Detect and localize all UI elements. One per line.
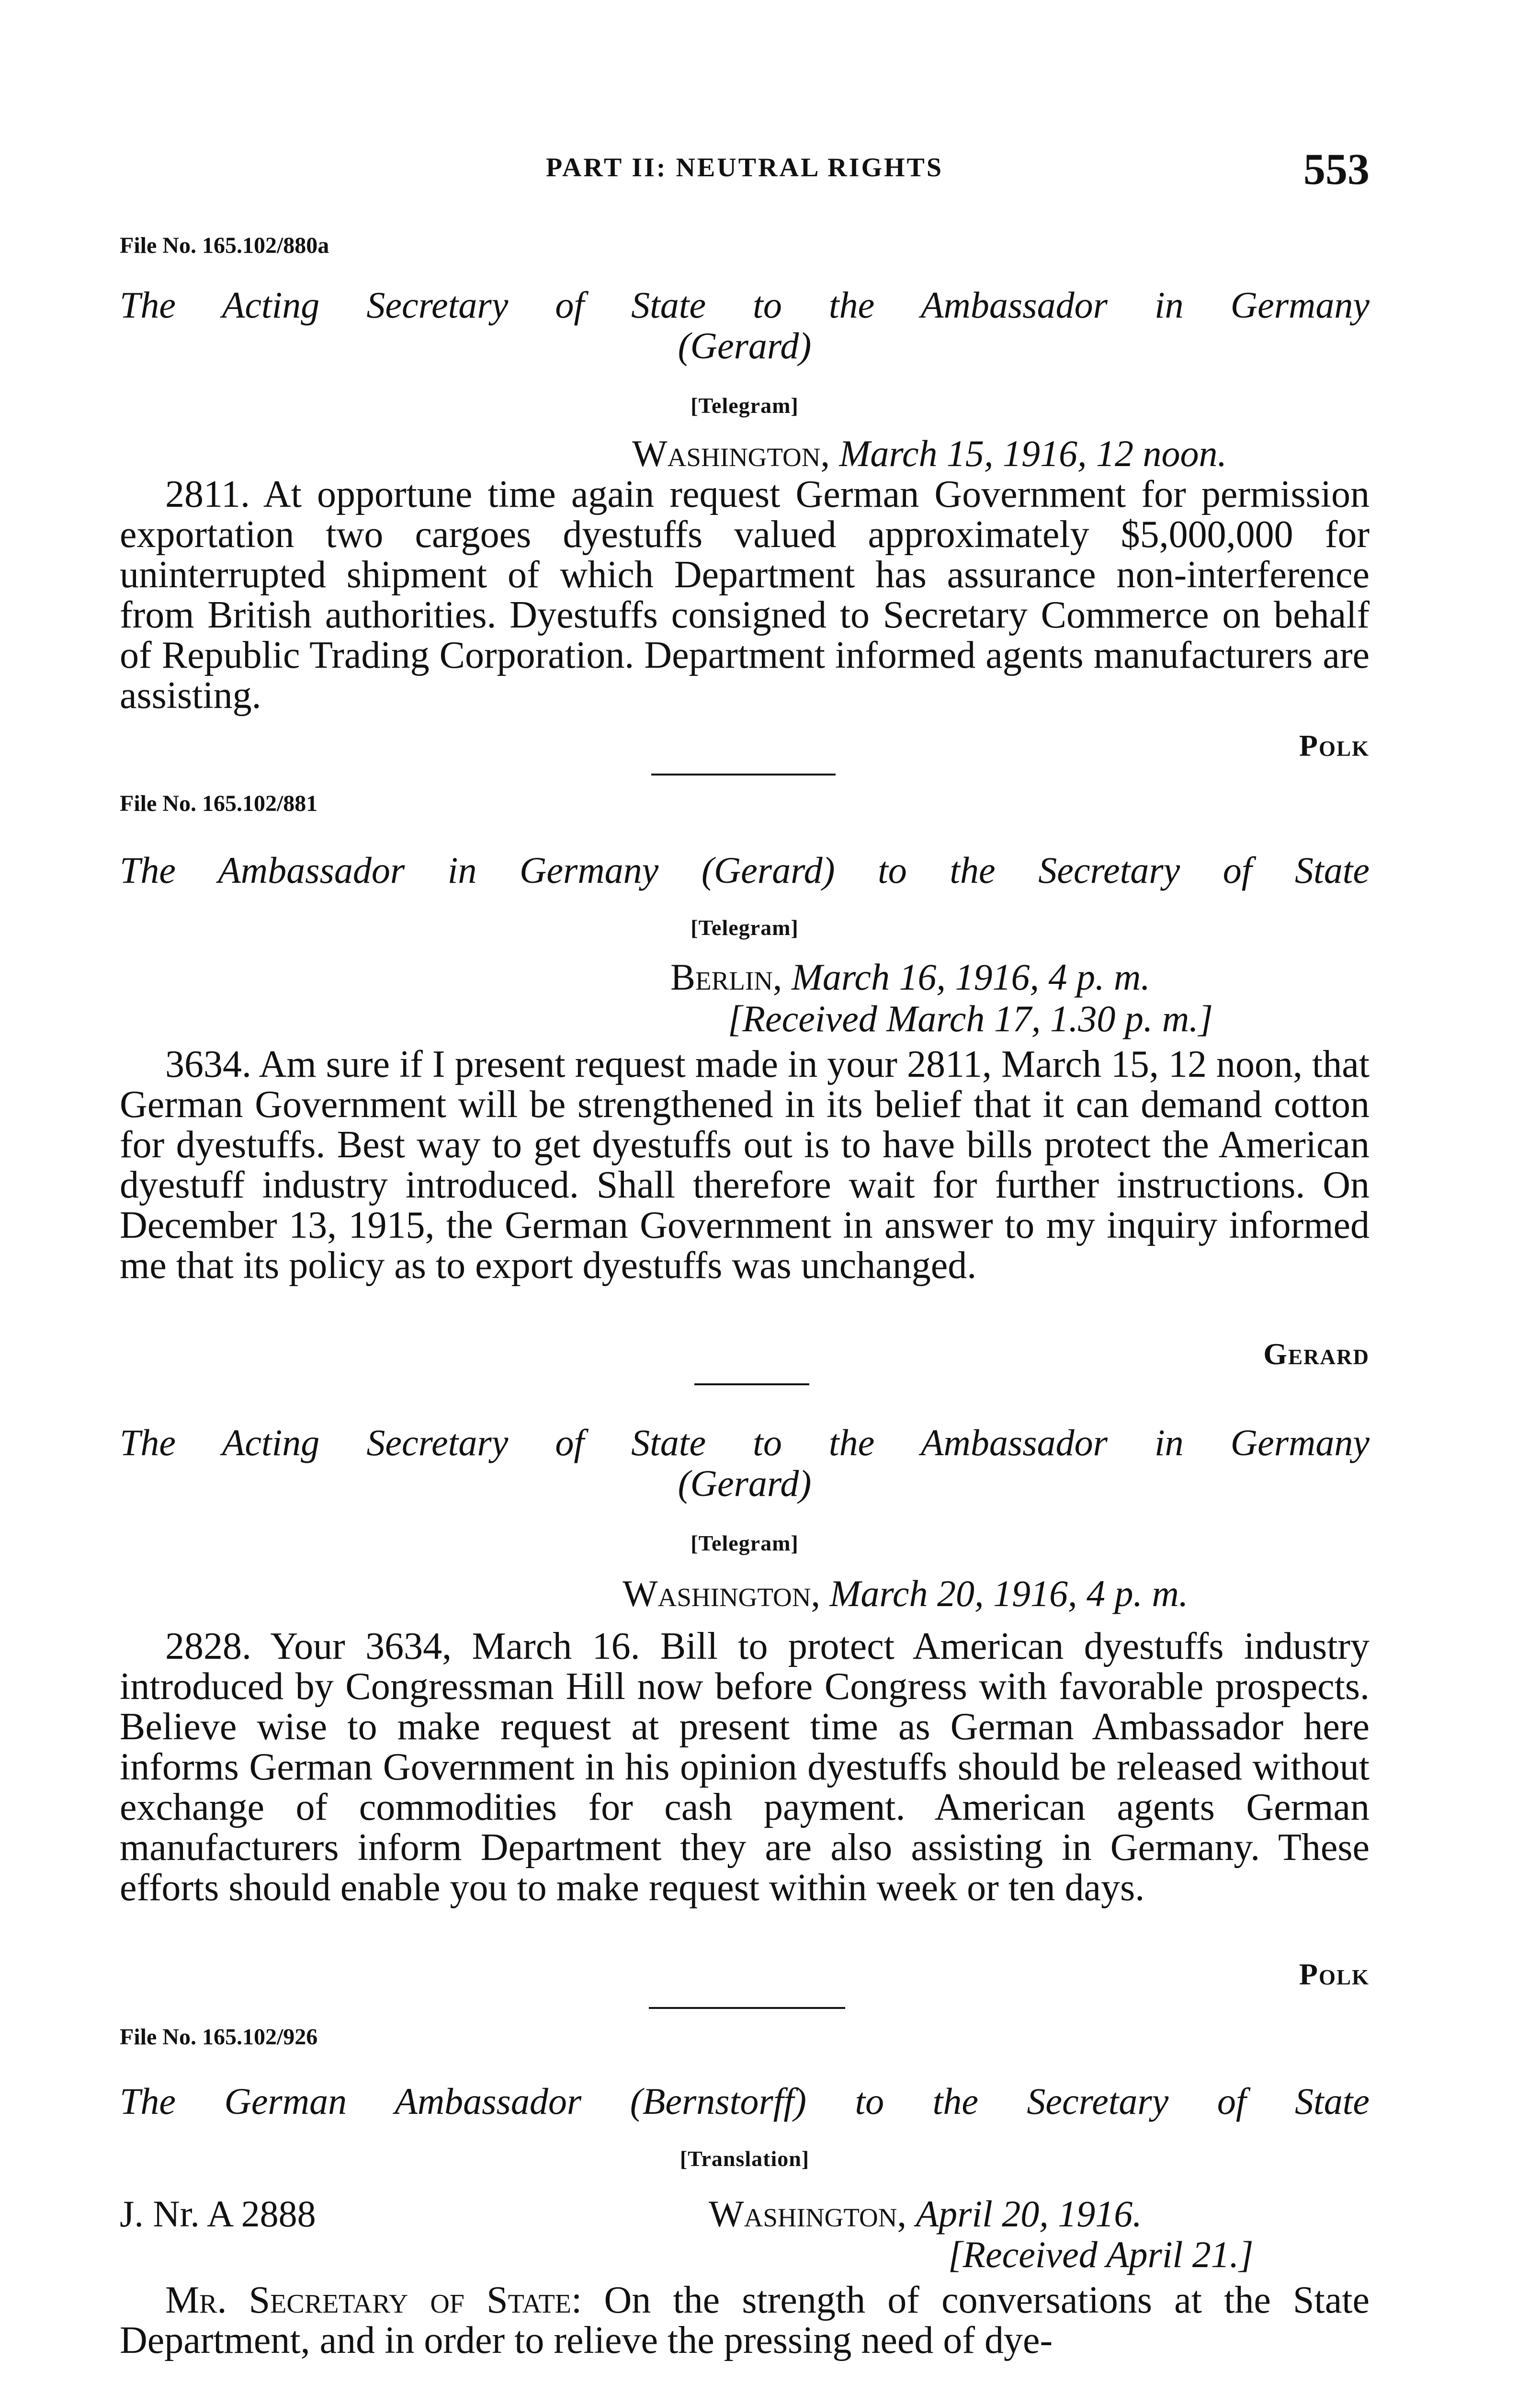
doc4-file-number: File No. 165.102/926 [120, 2024, 318, 2050]
doc1-body: 2811. At opportune time again request German Government for permission exportation two cargoes dyestuffs valued approximately $5,000,000 for uninterrupted shipment of which Department has assurance non-interference from British authorities. Dyestuffs consigned to Secretary Commerce on behalf of Republic Trading Corporation. Department informed agents manufacturers are assisting. [120, 473, 1370, 717]
doc2-heading: The Ambassador in Germany (Gerard) to the Secretary of State [120, 849, 1370, 891]
doc2-body: 3634. Am sure if I present request made in your 2811, March 15, 12 noon, that German Government will be strengthened in its belief that it can demand cotton for dyestuffs. Best way to get dyestuffs out is to have bills protect the American dyestuff industry introduced. Shall therefore wait for further instructions. On December 13, 1915, the German Government in answer to my inquiry informed me that its policy as to export dyestuffs was unchanged. [120, 1043, 1370, 1287]
doc4-heading: The German Ambassador (Bernstorff) to the Secretary of State [120, 2080, 1370, 2122]
doc4-body [120, 2280, 1370, 2361]
doc1-dateline [120, 433, 1370, 474]
doc4-received: [Received April 21.] [948, 2234, 1254, 2275]
doc1-date: March 15, 1916, 12 noon. [839, 433, 1227, 474]
doc2-signature: Gerard [1263, 1337, 1370, 1371]
doc3-date: March 20, 1916, 4 p. m. [829, 1573, 1189, 1614]
doc3-place: Washington, [623, 1573, 820, 1614]
doc2-date: March 16, 1916, 4 p. m. [791, 956, 1150, 998]
doc1-separator [651, 774, 836, 776]
doc2-separator [694, 1383, 809, 1385]
doc4-reference-number: J. Nr. A 2888 [120, 2193, 316, 2235]
doc1-place: Washington, [632, 433, 830, 474]
doc1-heading-line2: (Gerard) [678, 325, 812, 366]
doc2-received: [Received March 17, 1.30 p. m.] [728, 998, 1213, 1039]
doc4-dateline-row [120, 2194, 1370, 2234]
doc3-signature: Polk [1299, 1957, 1370, 1991]
running-title: PART II: NEUTRAL RIGHTS [545, 153, 944, 182]
doc2-place: Berlin, [670, 956, 782, 998]
doc2-dateline [120, 957, 1370, 997]
doc3-dateline [120, 1574, 1370, 1614]
page-number: 553 [1303, 145, 1370, 194]
doc4-salutation: Mr. Secretary of State: [165, 2279, 582, 2321]
doc4-place: Washington, [709, 2193, 906, 2235]
doc4-translation-label: [Translation] [679, 2146, 810, 2171]
doc3-telegram-label: [Telegram] [691, 1531, 799, 1555]
doc1-signature: Polk [1299, 729, 1370, 763]
doc3-separator [649, 2007, 845, 2009]
doc4-date: April 20, 1916. [916, 2193, 1142, 2235]
doc4-dateline [709, 2194, 1142, 2234]
doc3-heading-line2: (Gerard) [678, 1462, 812, 1504]
doc2-telegram-label: [Telegram] [691, 915, 799, 940]
doc3-heading-line1: The Acting Secretary of State to the Ambassador in Germany [120, 1422, 1370, 1463]
doc4-paragraph: On the strength of conversations at the State Department, and in order to relieve the pressing need of dye- [120, 2279, 1370, 2361]
doc1-telegram-label: [Telegram] [691, 393, 799, 418]
running-head [120, 144, 1370, 201]
doc3-body: 2828. Your 3634, March 16. Bill to protect American dyestuffs industry introduced by Congressman Hill now before Congress with favorable prospects. Believe wise to make request at present time as German Ambassador here informs German Government in his opinion dyestuffs should be released without exchange of commodities for cash payment. American agents German manufacturers inform Department they are also assisting in Germany. These efforts should enable you to make request within week or ten days. [120, 1625, 1370, 1909]
doc1-file-number: File No. 165.102/880a [120, 233, 329, 258]
doc2-file-number: File No. 165.102/881 [120, 791, 318, 816]
doc1-heading-line1: The Acting Secretary of State to the Ambassador in Germany [120, 284, 1370, 326]
